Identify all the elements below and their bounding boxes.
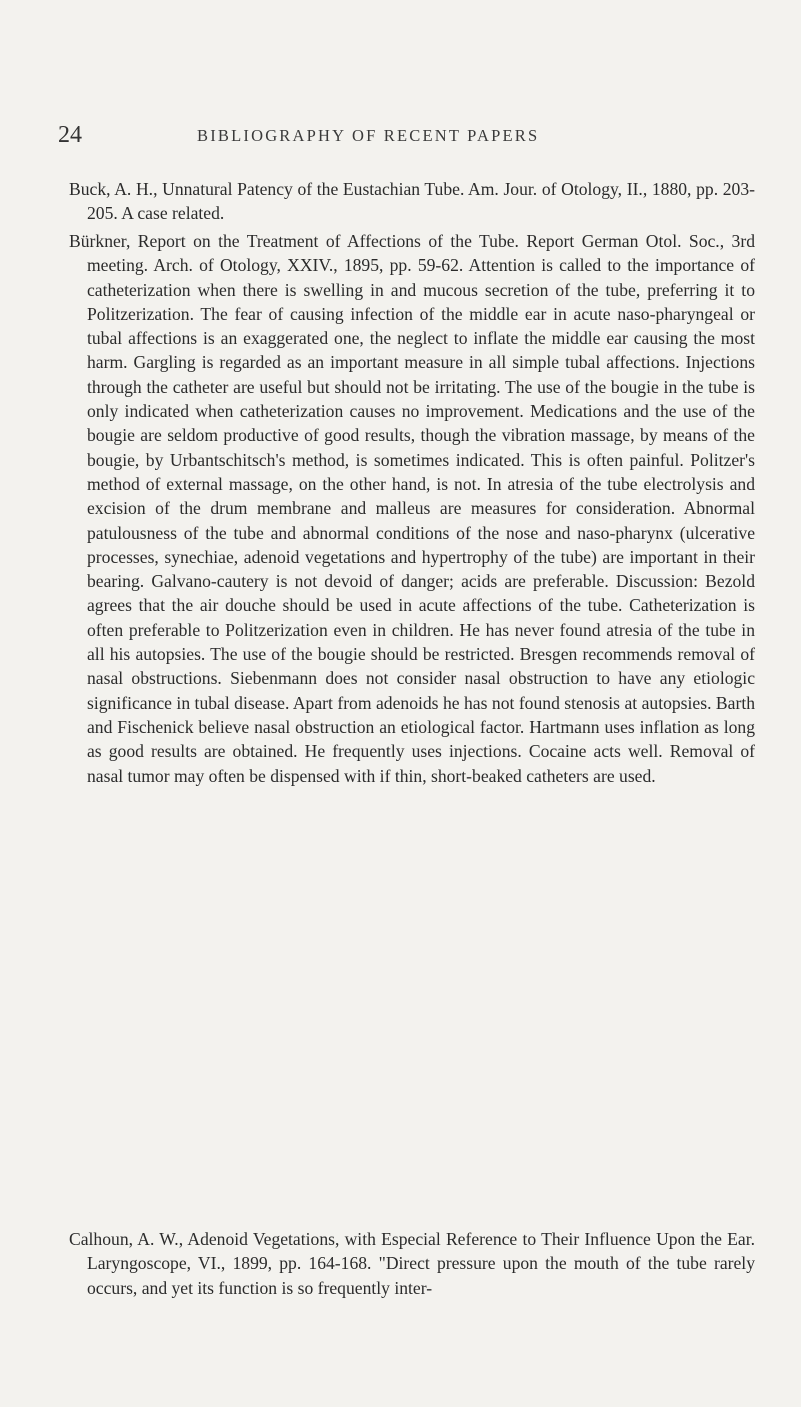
bibliography-entry-buck: Buck, A. H., Unnatural Patency of the Eustachian Tube. Am. Jour. of Otology, II., 1880, pp. 203-205. A case related. (69, 179, 755, 224)
page-number: 24 (58, 122, 82, 148)
running-title: BIBLIOGRAPHY OF RECENT PAPERS (197, 126, 540, 145)
bibliography-entry-burkner: Bürkner, Report on the Treatment of Affections of the Tube. Report German Otol. Soc., 3rd meeting. Arch. of Otology, XXIV., 1895, pp. 59-62. Attention is called to the importance of catheterization when there is swelling in and mucous secretion of the tube, preferring it to Politzerization. The fear of causing infection of the middle ear in acute naso-pharyngeal or tubal affections is an exaggerated one, the neglect to inflate the middle ear causing the most harm. Gargling is regarded as an important measure in all simple tubal affections. Injections through the catheter are useful but should not be irritating. The use of the bougie in the tube is only indicated when catheterization causes no improvement. Medications and the use of the bougie are seldom productive of good results, though the vibration massage, by means of the bougie, by Urbantschitsch's method, is sometimes indicated. This is often painful. Politzer's method of external massage, on the other hand, is not. In atresia of the tube electrolysis and excision of the drum membrane and malleus are measures for consideration. Abnormal patulousness of the tube and abnormal conditions of the nose and naso-pharynx (ulcerative processes, synechiae, adenoid vegetations and hypertrophy of the tube) are important in their bearing. Galvano-cautery is not devoid of danger; acids are preferable. Discussion: Bezold agrees that the air douche should be used in acute affections of the tube. Catheterization is often preferable to Politzerization even in children. He has never found atresia of the tube in all his autopsies. The use of the bougie should be restricted. Bresgen recommends removal of nasal obstructions. Siebenmann does not consider nasal obstruction to have any etiologic significance in tubal disease. Apart from adenoids he has not found stenosis at autopsies. Barth and Fischenick believe nasal obstruction an etiological factor. Hartmann uses inflation as long as good results are obtained. He frequently uses injections. Cocaine acts well. Removal of nasal tumor may often be dispensed with if thin, short-beaked catheters are used. (69, 231, 755, 786)
bibliography-entry-calhoun: Calhoun, A. W., Adenoid Vegetations, with Especial Reference to Their Influence Upon the Ear. Laryngoscope, VI., 1899, pp. 164-168. "Direct pressure upon the mouth of the tube rarely occurs, and yet its function is so frequently inter- (69, 1229, 755, 1298)
